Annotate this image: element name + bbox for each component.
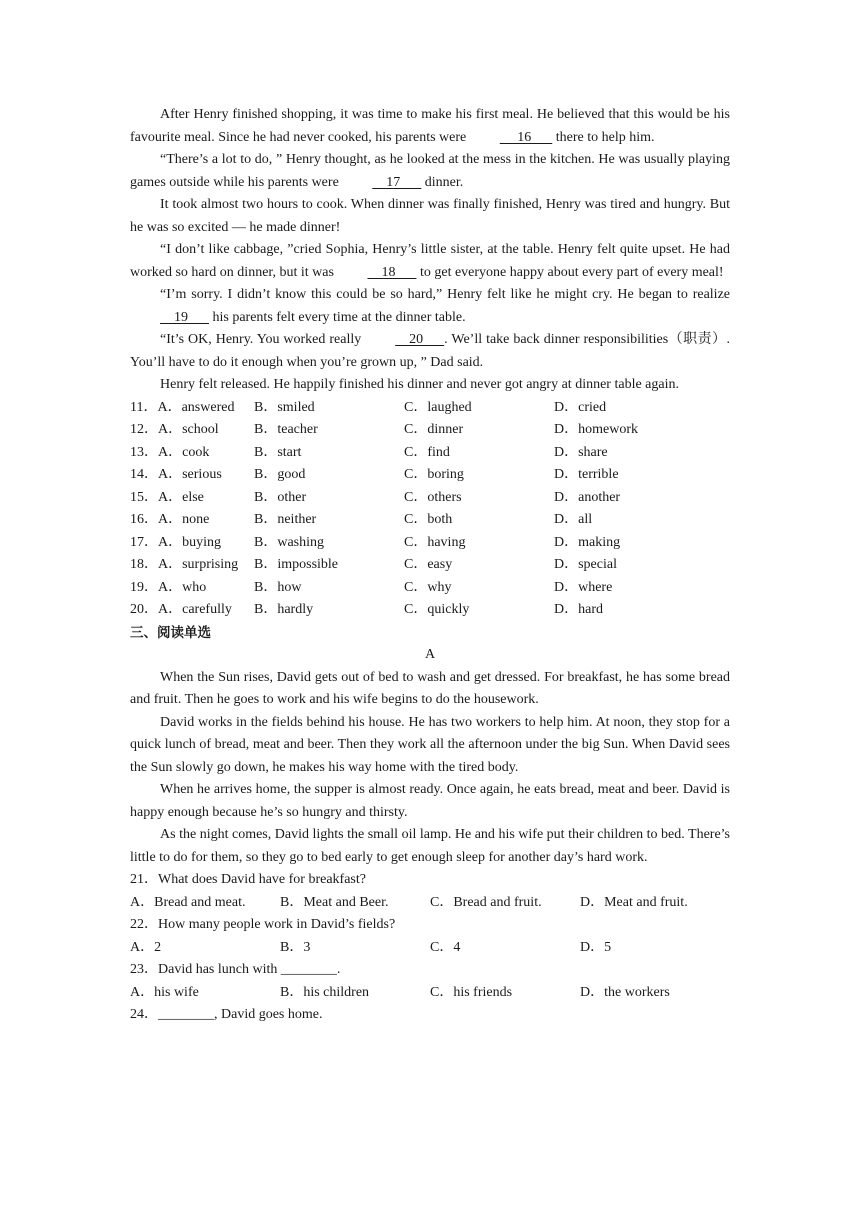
option-c: C．why (404, 579, 452, 595)
option-d: D．share (554, 444, 608, 460)
choice-c: C．Bread and fruit. (430, 894, 542, 910)
paragraph: “I’m sorry. I didn’t know this could be so hard,” Henry felt like he might cry. He began to realize 19 his parents felt every time at the dinner table. (130, 284, 730, 329)
option-d: D．special (554, 557, 617, 572)
paragraph: “I don’t like cabbage, ”cried Sophia, Henry’s little sister, at the table. Henry felt quite upset. He had worked so hard on dinner, but it was 18 to get everyone happy about every part of every meal! (130, 239, 730, 284)
question-24 (130, 1004, 730, 1027)
choice-d: D．the workers (580, 984, 670, 1000)
option-c: C．find (404, 444, 450, 460)
option-row: 12．A．school B．teacher C．dinner D．homework (130, 419, 730, 442)
section-title: 三、阅读单选 (130, 624, 211, 641)
option-c: C．laughed (404, 399, 472, 415)
option-b: B．teacher (254, 422, 318, 437)
option-b: B．washing (254, 534, 324, 550)
paragraph: After Henry finished shopping, it was time to make his first meal. He believed that this would be his favourite meal. Since he had never cooked, his parents were 16 there to help him. (130, 104, 730, 149)
question-stem: 23．David has lunch with ________. (130, 962, 341, 977)
paragraph: As the night comes, David lights the small oil lamp. He and his wife put their children to bed. There’s little to do for them, so they go to bed early to get enough sleep for another day’s hard work. (130, 827, 730, 865)
paragraph: When the Sun rises, David gets out of bed to wash and get dressed. For breakfast, he has some bread and fruit. Then he goes to work and his wife begins to do the housework. (130, 669, 730, 707)
cloze-options (130, 397, 730, 622)
answer-choices (130, 937, 730, 960)
option-d: D．cried (554, 399, 607, 415)
choice-d: D．5 (580, 939, 612, 955)
question-22 (130, 914, 730, 959)
option-b: B．how (254, 579, 302, 595)
option-c: C．having (404, 534, 466, 550)
exam-page (130, 104, 730, 1027)
question-stem: 21．What does David have for breakfast? (130, 872, 366, 887)
answer-blank: 17 (372, 174, 422, 190)
answer-choices (130, 892, 730, 915)
option-d: D．terrible (554, 467, 619, 482)
paragraph: It took almost two hours to cook. When dinner was finally finished, Henry was tired and hungry. But he was so excited — he made dinner! (130, 197, 730, 235)
question-23 (130, 959, 730, 1004)
option-b: B．good (254, 467, 306, 482)
answer-blank: 20 (395, 332, 445, 347)
option-d: D．another (554, 489, 621, 505)
answer-blank: 18 (367, 264, 417, 280)
option-b: B．start (254, 444, 302, 460)
option-b: B．neither (254, 512, 317, 527)
option-d: D．where (554, 579, 613, 595)
option-b: B．smiled (254, 399, 315, 415)
question-stem: 24．________, David goes home. (130, 1007, 323, 1022)
option-b: B．impossible (254, 557, 339, 572)
option-c: C．easy (404, 557, 453, 572)
option-c: C．quickly (404, 602, 470, 617)
question-21 (130, 869, 730, 914)
option-d: D．all (554, 512, 593, 527)
option-b: B．hardly (254, 602, 314, 617)
option-row: 13．A．cook B．start C．find D．share (130, 442, 730, 465)
option-d: D．hard (554, 602, 603, 617)
cloze-passage (130, 104, 730, 397)
choice-d: D．Meat and fruit. (580, 894, 688, 910)
choice-a: A．his wife (130, 984, 199, 1000)
choice-a: A．2 (130, 939, 162, 955)
answer-blank: 16 (499, 129, 553, 145)
choice-c: C．4 (430, 939, 461, 955)
option-c: C．boring (404, 467, 464, 482)
choice-b: B．Meat and Beer. (280, 894, 389, 910)
option-row: 19．A．who B．how C．why D．where (130, 577, 730, 600)
passage-label: A (424, 647, 436, 662)
option-d: D．making (554, 534, 621, 550)
choice-a: A．Bread and meat. (130, 894, 246, 910)
option-row: 15．A．else B．other C．others D．another (130, 487, 730, 510)
choice-b: B．3 (280, 939, 311, 955)
option-row: 11．A．answered B．smiled C．laughed D．cried (130, 397, 730, 420)
answer-blank: 19 (160, 309, 209, 325)
option-c: C．others (404, 489, 462, 505)
choice-c: C．his friends (430, 984, 513, 1000)
answer-choices (130, 982, 730, 1005)
question-stem: 22．How many people work in David’s fields? (130, 917, 396, 932)
paragraph: David works in the fields behind his house. He has two workers to help him. At noon, they stop for a quick lunch of bread, meat and beer. Then they work all the afternoon under the big Sun. When David sees the Sun slowly go down, he makes his way home with the tired body. (130, 714, 730, 775)
choice-b: B．his children (280, 984, 370, 1000)
paragraph: When he arrives home, the supper is almost ready. Once again, he eats bread, meat and beer. David is happy enough because he’s so hungry and thirsty. (130, 782, 730, 820)
option-d: D．homework (554, 422, 638, 437)
option-row: 17．A．buying B．washing C．having D．making (130, 532, 730, 555)
option-row: 18．A．surprising B．impossible C．easy D．special (130, 554, 730, 577)
paragraph: “There’s a lot to do, ” Henry thought, as he looked at the mess in the kitchen. He was usually playing games outside while his parents were 17 dinner. (130, 149, 730, 194)
reading-passage (130, 667, 730, 870)
option-b: B．other (254, 489, 307, 505)
paragraph: Henry felt released. He happily finished his dinner and never got angry at dinner table again. (160, 377, 679, 392)
option-row: 16．A．none B．neither C．both D．all (130, 509, 730, 532)
option-row: 20．A．carefully B．hardly C．quickly D．hard (130, 599, 730, 622)
option-c: C．both (404, 512, 453, 527)
option-c: C．dinner (404, 422, 464, 437)
option-row: 14．A．serious B．good C．boring D．terrible (130, 464, 730, 487)
paragraph: “It’s OK, Henry. You worked really 20 . We’ll take back dinner responsibilities（职责）. You’ll have to do it enough when you’re grown up, ” Dad said. (130, 329, 730, 374)
